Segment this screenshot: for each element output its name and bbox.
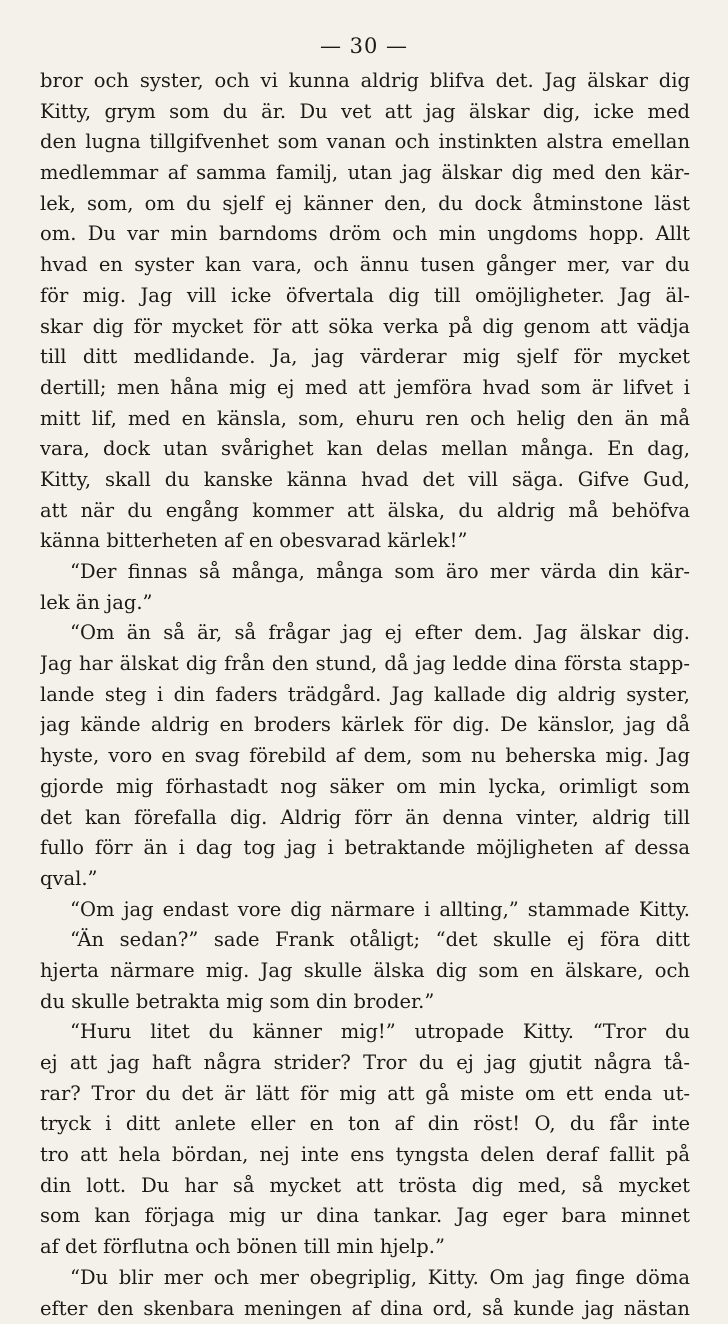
- text-line: hjerta närmare mig. Jag skulle älska dig som en älskare, och: [40, 956, 690, 987]
- text-line: till ditt medlidande. Ja, jag värderar mig sjelf för mycket: [40, 342, 690, 373]
- page-number: — 30 —: [0, 34, 728, 58]
- text-line: den lugna tillgifvenhet som vanan och instinkten alstra emellan: [40, 127, 690, 158]
- text-line: tryck i ditt anlete eller en ton af din röst! O, du får inte: [40, 1109, 690, 1140]
- text-line: mitt lif, med en känsla, som, ehuru ren och helig den än må: [40, 404, 690, 435]
- text-line: hvad en syster kan vara, och ännu tusen gånger mer, var du: [40, 250, 690, 281]
- text-line: det kan förefalla dig. Aldrig förr än denna vinter, aldrig till: [40, 803, 690, 834]
- text-line: gjorde mig förhastadt nog säker om min lycka, orimligt som: [40, 772, 690, 803]
- text-line: bror och syster, och vi kunna aldrig blifva det. Jag älskar dig: [40, 66, 690, 97]
- text-line: fullo förr än i dag tog jag i betraktande möjligheten af dessa: [40, 833, 690, 864]
- text-line: af det förflutna och bönen till min hjelp.”: [40, 1232, 690, 1263]
- text-line: tro att hela bördan, nej inte ens tyngsta delen deraf fallit på: [40, 1140, 690, 1171]
- text-line: lek än jag.”: [40, 588, 690, 619]
- text-line: Jag har älskat dig från den stund, då jag ledde dina första stapp-: [40, 649, 690, 680]
- text-line: Kitty, grym som du är. Du vet att jag älskar dig, icke med: [40, 97, 690, 128]
- text-line: “Om jag endast vore dig närmare i allting,” stammade Kitty.: [40, 895, 690, 926]
- text-line: medlemmar af samma familj, utan jag älskar dig med den kär-: [40, 158, 690, 189]
- text-line: känna bitterheten af en obesvarad kärlek!”: [40, 526, 690, 557]
- text-line: lande steg i din faders trädgård. Jag kallade dig aldrig syster,: [40, 680, 690, 711]
- text-line: dertill; men håna mig ej med att jemföra hvad som är lifvet i: [40, 373, 690, 404]
- text-line: vara, dock utan svårighet kan delas mellan många. En dag,: [40, 434, 690, 465]
- text-line: “Huru litet du känner mig!” utropade Kitty. “Tror du: [40, 1017, 690, 1048]
- text-line: qval.”: [40, 864, 690, 895]
- text-line: att när du engång kommer att älska, du aldrig må behöfva: [40, 496, 690, 527]
- text-line: skar dig för mycket för att söka verka på dig genom att vädja: [40, 312, 690, 343]
- text-line: efter den skenbara meningen af dina ord, så kunde jag nästan: [40, 1294, 690, 1324]
- text-line: “Om än så är, så frågar jag ej efter dem. Jag älskar dig.: [40, 618, 690, 649]
- text-line: “Der finnas så många, många som äro mer värda din kär-: [40, 557, 690, 588]
- text-line: “Du blir mer och mer obegriplig, Kitty. Om jag finge döma: [40, 1263, 690, 1294]
- text-line: för mig. Jag vill icke öfvertala dig till omöjligheter. Jag äl-: [40, 281, 690, 312]
- text-line: rar? Tror du det är lätt för mig att gå miste om ett enda ut-: [40, 1079, 690, 1110]
- text-line: som kan förjaga mig ur dina tankar. Jag eger bara minnet: [40, 1201, 690, 1232]
- text-line: lek, som, om du sjelf ej känner den, du dock åtminstone läst: [40, 189, 690, 220]
- text-line: ej att jag haft några strider? Tror du ej jag gjutit några tå-: [40, 1048, 690, 1079]
- text-line: hyste, voro en svag förebild af dem, som nu beherska mig. Jag: [40, 741, 690, 772]
- text-line: om. Du var min barndoms dröm och min ungdoms hopp. Allt: [40, 219, 690, 250]
- text-line: din lott. Du har så mycket att trösta dig med, så mycket: [40, 1171, 690, 1202]
- text-line: Kitty, skall du kanske känna hvad det vill säga. Gifve Gud,: [40, 465, 690, 496]
- text-line: du skulle betrakta mig som din broder.”: [40, 987, 690, 1018]
- body-text: [40, 66, 690, 1324]
- text-line: “Än sedan?” sade Frank otåligt; “det skulle ej föra ditt: [40, 925, 690, 956]
- text-line: jag kände aldrig en broders kärlek för dig. De känslor, jag då: [40, 710, 690, 741]
